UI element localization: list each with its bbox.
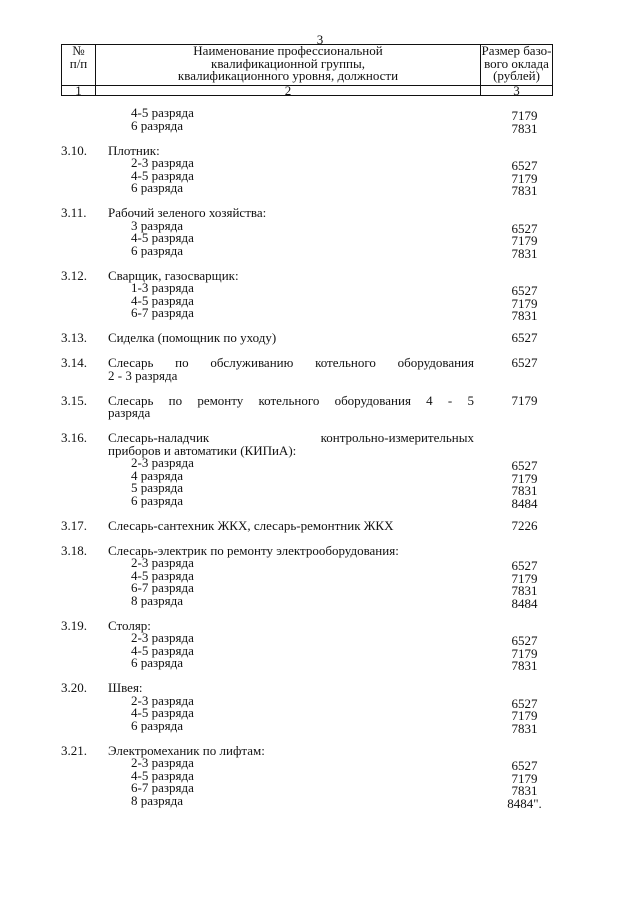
grade-label: 6 разряда <box>131 242 184 258</box>
item-number: 3.14. <box>61 355 87 370</box>
position-name: Сиделка (помощник по уходу) <box>108 330 277 345</box>
salary-value: 7179 <box>511 295 538 311</box>
position-name: Слесарь по обслуживанию котельного оборудования <box>108 355 474 370</box>
salary-value: 7831 <box>511 483 538 498</box>
grade-label: 3 разряда <box>131 217 184 233</box>
salary-value: 8484 <box>511 495 538 511</box>
salary-value: 6527 <box>511 355 538 370</box>
item-number: 3.20. <box>61 680 87 695</box>
table-row <box>0 792 640 811</box>
grade-label: 2-3 разряда <box>131 555 194 570</box>
grade-label: 6-7 разряда <box>131 305 194 320</box>
table-row <box>0 617 640 633</box>
item-number: 3.17. <box>61 517 87 533</box>
salary-value: 7831 <box>511 245 538 261</box>
salary-value: 6527 <box>511 758 538 773</box>
grade-label: 2-3 разряда <box>131 755 194 770</box>
position-name: Слесарь по ремонту котельного оборудования 4 - 5 <box>108 392 474 408</box>
grade-label: 2-3 разряда <box>131 455 194 470</box>
table-row <box>0 692 640 711</box>
item-number: 3.12. <box>61 267 87 283</box>
grade-label: 4-5 разряда <box>131 705 194 720</box>
salary-value: 7179 <box>511 108 538 123</box>
position-name: Рабочий зеленого хозяйства: <box>108 205 267 220</box>
position-name: Слесарь-наладчик контрольно-измерительных <box>108 430 474 445</box>
table-row <box>0 705 640 723</box>
table-row <box>0 442 640 458</box>
grade-label: 2-3 разряда <box>131 155 194 170</box>
table-row <box>0 542 640 558</box>
salary-value: 7179 <box>511 645 538 661</box>
grade-label: 4 разряда <box>131 467 184 483</box>
table-row <box>0 467 640 486</box>
grade-label: 2-3 разряда <box>131 630 194 645</box>
position-name: 2 - 3 разряда <box>108 367 178 383</box>
table-row <box>0 742 640 758</box>
salary-value: 6527 <box>511 695 538 711</box>
column-number-3: 3 <box>513 83 520 98</box>
salary-value: 7831 <box>511 583 538 598</box>
table-row <box>0 492 640 511</box>
header-right-border <box>552 44 553 96</box>
salary-value: 7179 <box>511 570 538 586</box>
header-salary-line-2: вого оклада <box>484 55 549 71</box>
header-number-line-1: № <box>72 43 85 58</box>
table-row <box>0 630 640 648</box>
position-name: Столяр: <box>108 617 151 633</box>
table-row <box>0 755 640 773</box>
position-name: Слесарь-сантехник ЖКХ, слесарь-ремонтник ЖКХ <box>108 517 394 533</box>
item-number: 3.19. <box>61 617 87 633</box>
grade-label: 6 разряда <box>131 492 184 508</box>
table-row <box>0 242 640 261</box>
grade-label: 1-3 разряда <box>131 280 194 295</box>
salary-value: 6527 <box>511 558 538 573</box>
grade-label: 6 разряда <box>131 117 184 133</box>
table-row <box>0 367 640 383</box>
table-row <box>0 767 640 786</box>
salary-value: 8484". <box>507 795 542 811</box>
item-number: 3.15. <box>61 392 87 408</box>
grade-label: 4-5 разряда <box>131 642 194 658</box>
salary-value: 6527 <box>511 458 538 473</box>
salary-value: 7179 <box>511 233 538 248</box>
position-name: Слесарь-электрик по ремонту электрооборудования: <box>108 542 399 558</box>
salary-value: 7179 <box>511 770 538 786</box>
table-row <box>0 267 640 283</box>
grade-label: 2-3 разряда <box>131 692 194 708</box>
item-number: 3.18. <box>61 542 87 558</box>
header-number-line-2: п/п <box>69 55 88 71</box>
table-row <box>0 280 640 298</box>
item-number: 3.16. <box>61 430 87 445</box>
table-row <box>0 717 640 736</box>
salary-value: 7831 <box>511 308 538 323</box>
column-number-2: 2 <box>284 83 292 98</box>
table-row <box>0 682 640 695</box>
salary-value: 7179 <box>511 392 538 408</box>
table-row <box>0 580 640 598</box>
salary-value: 7179 <box>511 708 538 723</box>
grade-label: 6-7 разряда <box>131 580 194 595</box>
grade-label: 6 разряда <box>131 180 184 195</box>
position-name: Швея: <box>108 680 143 695</box>
header-name-column <box>96 45 480 83</box>
salary-value: 7179 <box>511 470 538 486</box>
table-row <box>0 117 640 136</box>
salary-value: 7831 <box>511 783 538 798</box>
table-row <box>0 167 640 186</box>
salary-value: 7831 <box>511 120 538 136</box>
grade-label: 5 разряда <box>131 480 184 495</box>
table-header <box>61 44 553 96</box>
salary-value: 7226 <box>511 517 538 533</box>
grade-label: 6-7 разряда <box>131 780 194 795</box>
item-number: 3.10. <box>61 142 87 158</box>
grade-label: 4-5 разряда <box>131 767 194 783</box>
table-row <box>0 217 640 236</box>
position-name: приборов и автоматики (КИПиА): <box>108 442 297 458</box>
item-number: 3.11. <box>61 205 87 220</box>
table-row <box>0 455 640 473</box>
header-salary-column <box>481 45 552 83</box>
grade-label: 4-5 разряда <box>131 292 194 308</box>
column-number-1: 1 <box>75 83 82 98</box>
table-row <box>0 642 640 661</box>
grade-label: 4-5 разряда <box>131 567 194 583</box>
header-name-line-3: квалификационного уровня, должности <box>177 68 399 83</box>
salary-value: 7831 <box>511 720 538 736</box>
header-salary-line-1: Размер базо- <box>481 43 552 58</box>
salary-value: 7831 <box>511 658 538 673</box>
table-row <box>0 292 640 311</box>
header-number-column <box>62 45 95 70</box>
header-salary-line-3: (рублей) <box>493 68 540 83</box>
grade-label: 6 разряда <box>131 655 184 670</box>
table-row <box>0 392 640 408</box>
salary-value: 6527 <box>511 283 538 298</box>
header-name-line-1: Наименование профессиональной <box>193 43 383 58</box>
table-row <box>0 555 640 573</box>
table-row <box>0 230 640 248</box>
table-row <box>0 105 640 123</box>
grade-label: 8 разряда <box>131 592 184 608</box>
header-name-line-2: квалификационной группы, <box>211 55 365 71</box>
position-name: Сварщик, газосварщик: <box>108 267 239 283</box>
table-row <box>0 332 640 345</box>
salary-value: 7179 <box>511 170 538 186</box>
table-row <box>0 592 640 611</box>
table-row <box>0 567 640 586</box>
position-name: Электромеханик по лифтам: <box>108 742 265 758</box>
table-row <box>0 155 640 173</box>
position-name: Плотник: <box>108 142 160 158</box>
grade-label: 6 разряда <box>131 717 184 733</box>
grade-label: 4-5 разряда <box>131 105 194 120</box>
table-row <box>0 780 640 798</box>
item-number: 3.13. <box>61 330 87 345</box>
salary-value: 6527 <box>511 220 538 236</box>
table-row <box>0 517 640 533</box>
table-row <box>0 480 640 498</box>
table-row <box>0 407 640 420</box>
table-row <box>0 432 640 445</box>
salary-value: 7831 <box>511 183 538 198</box>
item-number: 3.21. <box>61 742 87 758</box>
salary-value: 8484 <box>511 595 538 611</box>
grade-label: 8 разряда <box>131 792 184 808</box>
salary-value: 6527 <box>511 633 538 648</box>
table-body <box>0 105 640 811</box>
grade-label: 4-5 разряда <box>131 230 194 245</box>
table-row <box>0 305 640 323</box>
table-row <box>0 357 640 370</box>
position-name: разряда <box>108 405 151 420</box>
table-row <box>0 655 640 673</box>
grade-label: 4-5 разряда <box>131 167 194 183</box>
page-number: 3 <box>316 32 324 47</box>
table-row <box>0 180 640 198</box>
salary-value: 6527 <box>511 330 538 345</box>
table-row <box>0 142 640 158</box>
salary-value: 6527 <box>511 158 538 173</box>
table-row <box>0 207 640 220</box>
